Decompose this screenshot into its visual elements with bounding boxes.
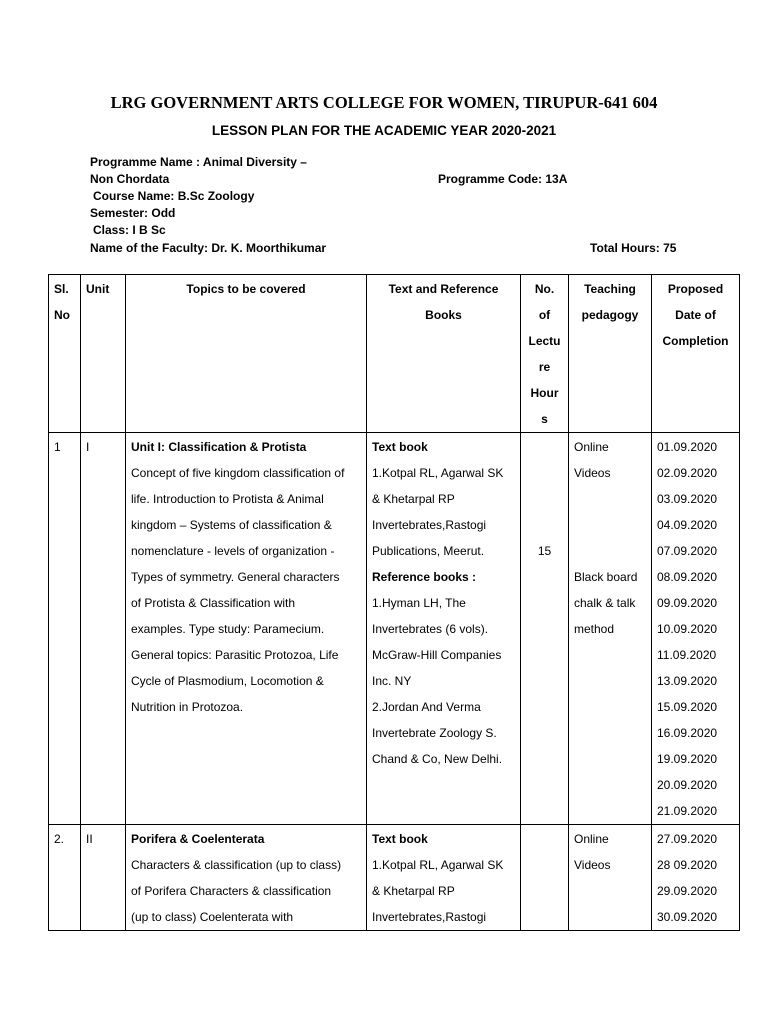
date-entry: 11.09.2020	[657, 648, 717, 662]
col-header-unit: Unit	[81, 275, 126, 433]
date-entry: 10.09.2020	[657, 622, 718, 636]
row-unit: I	[81, 433, 126, 825]
book-line: Chand & Co, New Delhi.	[372, 752, 503, 766]
row-hours	[521, 433, 569, 825]
row-pedagogy	[569, 825, 652, 931]
book-line: Publications, Meerut.	[372, 544, 485, 558]
pedagogy-line: method	[574, 622, 615, 636]
date-entry: 13.09.2020	[657, 674, 718, 688]
topic-line: General topics: Parasitic Protozoa, Life	[131, 648, 339, 662]
topic-line: kingdom – Systems of classification &	[131, 518, 332, 532]
book-line: Invertebrates (6 vols).	[372, 622, 489, 636]
topic-line: Nutrition in Protozoa.	[131, 700, 244, 714]
course-name: Course Name: B.Sc Zoology	[93, 189, 255, 203]
pedagogy-line: Online	[574, 440, 609, 454]
row-pedagogy	[569, 433, 652, 825]
topic-line: nomenclature - levels of organization -	[131, 544, 335, 558]
row-topics	[126, 433, 367, 825]
pedagogy-line: Videos	[574, 858, 611, 872]
topic-line: (up to class) Coelenterata with	[131, 910, 294, 924]
semester: Semester: Odd	[90, 206, 176, 220]
date-entry: 09.09.2020	[657, 596, 718, 610]
programme-name-line1: Programme Name : Animal Diversity –	[90, 155, 307, 169]
date-entry: 21.09.2020	[657, 804, 718, 818]
row-books	[367, 433, 521, 825]
col-header-date: Proposed Date of Completion	[652, 275, 740, 433]
row-topics	[126, 825, 367, 931]
topic-line: of Porifera Characters & classification	[131, 884, 332, 898]
text-book-heading: Text book	[372, 832, 428, 846]
book-line: Invertebrates,Rastogi	[372, 518, 487, 532]
book-line: Invertebrate Zoology S.	[372, 726, 497, 740]
lesson-plan-title: LESSON PLAN FOR THE ACADEMIC YEAR 2020-2021	[211, 123, 557, 138]
pedagogy-line: Videos	[574, 466, 611, 480]
date-entry: 03.09.2020	[657, 492, 718, 506]
col-header-topics: Topics to be covered	[126, 275, 367, 433]
topic-heading: Unit I: Classification & Protista	[131, 440, 307, 454]
date-entry: 16.09.2020	[657, 726, 718, 740]
book-line: 1.Kotpal RL, Agarwal SK	[372, 466, 504, 480]
row-sl: 2.	[49, 825, 81, 931]
reference-books-heading: Reference books :	[372, 570, 477, 584]
date-entry: 20.09.2020	[657, 778, 718, 792]
date-entry: 30.09.2020	[657, 910, 718, 924]
pedagogy-line: chalk & talk	[574, 596, 636, 610]
lecture-hours: 15	[537, 544, 552, 558]
date-entry: 01.09.2020	[657, 440, 718, 454]
topic-line: of Protista & Classification with	[131, 596, 296, 610]
pedagogy-line: Online	[574, 832, 609, 846]
col-header-books: Text and Reference Books	[367, 275, 521, 433]
topic-line: Cycle of Plasmodium, Locomotion &	[131, 674, 324, 688]
row-sl: 1	[49, 433, 81, 825]
text-book-heading: Text book	[372, 440, 428, 454]
row-unit: II	[81, 825, 126, 931]
date-entry: 29.09.2020	[657, 884, 718, 898]
book-line: McGraw-Hill Companies	[372, 648, 502, 662]
programme-name-line2: Non Chordata	[90, 172, 170, 186]
row-dates	[652, 825, 740, 931]
programme-code: Programme Code: 13A	[438, 172, 568, 186]
topic-line: Concept of five kingdom classification of	[131, 466, 345, 480]
date-entry: 02.09.2020	[657, 466, 718, 480]
topic-line: Characters & classification (up to class)	[131, 858, 342, 872]
total-hours: Total Hours: 75	[590, 241, 677, 255]
col-header-sl: Sl. No	[49, 275, 81, 433]
col-header-hours: No. of Lectu re Hour s	[521, 275, 569, 433]
lesson-plan-table	[48, 274, 740, 931]
table-header-row	[49, 275, 740, 433]
date-entry: 04.09.2020	[657, 518, 718, 532]
date-entry: 27.09.2020	[657, 832, 718, 846]
date-entry: 15.09.2020	[657, 700, 718, 714]
col-header-pedagogy: Teaching pedagogy	[569, 275, 652, 433]
row-hours	[521, 825, 569, 931]
faculty-name: Name of the Faculty: Dr. K. Moorthikumar	[90, 241, 327, 255]
college-title: LRG GOVERNMENT ARTS COLLEGE FOR WOMEN, TIRUPUR-641 604	[110, 93, 658, 112]
topic-line: life. Introduction to Protista & Animal	[131, 492, 324, 506]
book-line: Inc. NY	[372, 674, 412, 688]
book-line: 2.Jordan And Verma	[372, 700, 481, 714]
date-entry: 08.09.2020	[657, 570, 718, 584]
topic-heading: Porifera & Coelenterata	[131, 832, 265, 846]
topic-line: examples. Type study: Paramecium.	[131, 622, 325, 636]
row-books	[367, 825, 521, 931]
date-entry: 19.09.2020	[657, 752, 718, 766]
table-row	[49, 825, 740, 931]
book-line: & Khetarpal RP	[372, 884, 455, 898]
date-entry: 07.09.2020	[657, 544, 718, 558]
row-dates	[652, 433, 740, 825]
book-line: Invertebrates,Rastogi	[372, 910, 487, 924]
class: Class: I B Sc	[93, 223, 166, 237]
book-line: & Khetarpal RP	[372, 492, 455, 506]
book-line: 1.Hyman LH, The	[372, 596, 466, 610]
date-entry: 28 09.2020	[657, 858, 718, 872]
table-row	[49, 433, 740, 825]
topic-line: Types of symmetry. General characters	[131, 570, 340, 584]
pedagogy-line: Black board	[574, 570, 638, 584]
book-line: 1.Kotpal RL, Agarwal SK	[372, 858, 504, 872]
